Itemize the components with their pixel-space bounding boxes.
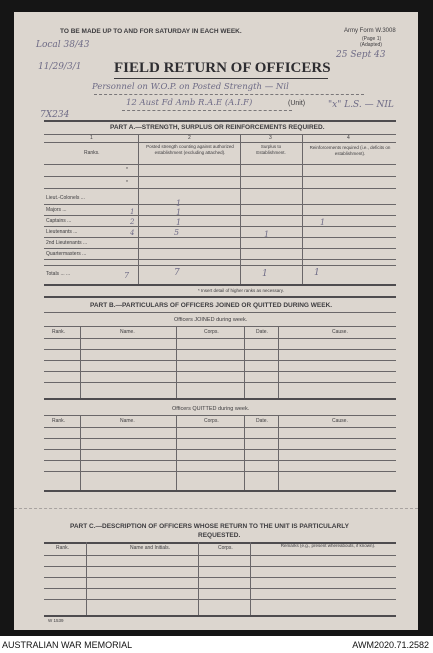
part-c-col-corps: Corps. — [218, 545, 233, 551]
hw-totals-col1: 7 — [124, 271, 130, 280]
part-a-heading-rule — [44, 134, 396, 135]
part-a-vline-2 — [240, 134, 241, 286]
hw-totals-strength: 7 — [174, 268, 180, 278]
quitted-row-1 — [44, 427, 396, 428]
rank-majors: Majors ... — [46, 207, 67, 213]
quitted-vline-1 — [80, 415, 81, 490]
quitted-col-date: Date. — [256, 418, 268, 424]
handwritten-ref-2: 11/29/3/1 — [38, 62, 82, 72]
rank-lieutenants: Lieutenants ... — [46, 229, 78, 235]
part-c-vline-2 — [198, 542, 199, 615]
hw-totals-surplus: 1 — [262, 269, 268, 279]
row-rule-a — [44, 176, 396, 177]
handwritten-unit-name: 12 Aust Fd Amb R.A.E (A.I.F) — [126, 98, 253, 108]
part-a-heading: PART A.—STRENGTH, SURPLUS OR REINFORCEMENTS REQUIRED. — [110, 124, 325, 131]
col-header-ranks: Ranks. — [84, 150, 100, 156]
part-c-heading-line-1: PART C.—DESCRIPTION OF OFFICERS WHOSE RETURN TO THE UNIT IS PARTICULARLY — [70, 523, 349, 530]
handwritten-date: 25 Sept 43 — [336, 50, 386, 60]
quitted-vline-2 — [176, 415, 177, 490]
joined-row-2 — [44, 349, 396, 350]
row-rule-d — [44, 215, 396, 216]
form-sheet — [14, 12, 418, 630]
joined-bottom-rule — [44, 398, 396, 400]
hw-captains-reinforcements: 1 — [320, 218, 326, 227]
form-notice: TO BE MADE UP TO AND FOR SATURDAY IN EACH WEEK. — [60, 28, 242, 35]
row-rule-c — [44, 204, 396, 205]
rank-captains: Captains ... — [46, 218, 72, 224]
joined-col-date: Date. — [256, 329, 268, 335]
part-a-top-rule — [44, 120, 396, 122]
handwritten-margin-number: 7X234 — [40, 110, 70, 120]
hw-lieutenants-col1: 4 — [130, 229, 135, 237]
part-c-vline-3 — [250, 542, 251, 615]
part-c-col-remarks: Remarks (e.g., present whereabouts, if known). — [280, 543, 376, 548]
handwritten-persons-line: Personnel on W.O.P. on Posted Strength — Nil — [92, 82, 289, 92]
unit-dotted-line — [122, 110, 292, 111]
quitted-row-3 — [44, 449, 396, 450]
hw-majors-col1: 1 — [130, 208, 135, 216]
caption-left: AUSTRALIAN WAR MEMORIAL — [2, 640, 133, 650]
part-c-vline-1 — [86, 542, 87, 615]
joined-row-1 — [44, 338, 396, 339]
part-c-row-5 — [44, 599, 396, 600]
rank-quartermasters: Quartermasters ... — [46, 251, 87, 257]
quitted-title: Officers QUITTED during week. — [172, 406, 250, 412]
part-b-heading-rule — [44, 312, 396, 313]
col-header-reinforcements: Reinforcements required (i.e., deficits on establishment). — [309, 145, 391, 156]
joined-row-5 — [44, 382, 396, 383]
rank-2nd-lieutenants: 2nd Lieutenants ... — [46, 240, 88, 246]
part-c-col-rank: Rank. — [56, 545, 70, 551]
row-rule-g — [44, 248, 396, 249]
form-adapted: (Adapted) — [360, 42, 382, 48]
quitted-vline-3 — [244, 415, 245, 490]
joined-vline-3 — [244, 326, 245, 398]
title-underline — [114, 78, 328, 79]
hw-captains-strength: 1 — [176, 218, 182, 227]
quitted-vline-4 — [278, 415, 279, 490]
caption-bar — [0, 636, 433, 653]
joined-row-4 — [44, 371, 396, 372]
hw-majors-strength: 1 — [176, 208, 182, 217]
handwritten-ref-1: Local 38/43 — [36, 40, 90, 50]
col-header-rule — [44, 164, 396, 165]
part-a-bottom-rule — [44, 284, 396, 286]
joined-vline-1 — [80, 326, 81, 398]
joined-vline-4 — [278, 326, 279, 398]
part-c-heading-line-2: REQUESTED. — [198, 532, 241, 539]
part-a-vline-1 — [138, 134, 139, 286]
joined-vline-2 — [176, 326, 177, 398]
joined-col-cause: Cause. — [332, 329, 348, 335]
quitted-col-name: Name. — [120, 418, 135, 424]
joined-col-name: Name. — [120, 329, 135, 335]
part-c-row-2 — [44, 566, 396, 567]
hw-lieutenants-surplus: 1 — [264, 230, 270, 239]
col-header-surplus: Surplus to Establishment. — [256, 144, 286, 155]
quitted-row-4 — [44, 460, 396, 461]
quitted-col-rank: Rank. — [52, 418, 66, 424]
hw-totals-reinforcements: 1 — [314, 268, 320, 278]
part-c-row-4 — [44, 588, 396, 589]
row-rule-e — [44, 226, 396, 227]
handwritten-x-note: "x" L.S. — NIL — [328, 100, 394, 110]
part-b-heading: PART B.—PARTICULARS OF OFFICERS JOINED OR QUITTED DURING WEEK. — [90, 302, 333, 309]
persons-dotted-line — [94, 94, 364, 95]
joined-row-3 — [44, 360, 396, 361]
quitted-row-2 — [44, 438, 396, 439]
hw-lieutenants-strength: 5 — [174, 228, 180, 237]
form-title: FIELD RETURN OF OFFICERS — [114, 60, 331, 76]
form-page: (Page 1) — [362, 36, 382, 42]
part-b-top-rule — [44, 296, 396, 298]
col-number-1: 1 — [90, 135, 93, 141]
part-c-row-3 — [44, 577, 396, 578]
hw-lt-col-strength: 1 — [176, 199, 182, 208]
part-a-vline-3 — [302, 134, 303, 286]
joined-title-rule — [44, 326, 396, 327]
joined-title: Officers JOINED during week. — [174, 317, 248, 323]
part-c-bottom-rule — [44, 615, 396, 617]
quitted-title-rule — [44, 415, 396, 416]
col-number-rule — [44, 142, 396, 143]
quitted-row-5 — [44, 471, 396, 472]
printer-code: W 1539 — [48, 618, 64, 623]
row-rule-b — [44, 188, 396, 189]
row-rule-f — [44, 237, 396, 238]
col-number-4: 4 — [347, 135, 350, 141]
col-number-2: 2 — [188, 135, 191, 141]
quitted-bottom-rule — [44, 490, 396, 492]
quitted-col-corps: Corps. — [204, 418, 219, 424]
asterisk-row-2: * — [126, 180, 128, 186]
part-a-footnote: * Insert detail of higher ranks as necessary. — [198, 288, 284, 293]
form-id: Army Form W.3008 — [344, 28, 396, 34]
col-number-3: 3 — [269, 135, 272, 141]
part-c-row-1 — [44, 555, 396, 556]
fold-line — [14, 508, 418, 509]
row-rule-h — [44, 259, 396, 260]
caption-right: AWM2020.71.2582 — [352, 640, 429, 650]
totals-label: Totals ... ... — [46, 271, 71, 277]
row-rule-i — [44, 265, 396, 266]
unit-label: (Unit) — [288, 100, 306, 107]
col-header-strength: Posted strength counting against authorized establishment (excluding attached). — [146, 144, 234, 155]
asterisk-row-1: * — [126, 167, 128, 173]
hw-captains-col1: 2 — [130, 218, 135, 226]
joined-col-corps: Corps. — [204, 329, 219, 335]
quitted-col-cause: Cause. — [332, 418, 348, 424]
part-c-col-name: Name and Initials. — [130, 545, 171, 551]
joined-col-rank: Rank. — [52, 329, 66, 335]
rank-lieut-colonels: Lieut.-Colonels ... — [46, 195, 85, 201]
